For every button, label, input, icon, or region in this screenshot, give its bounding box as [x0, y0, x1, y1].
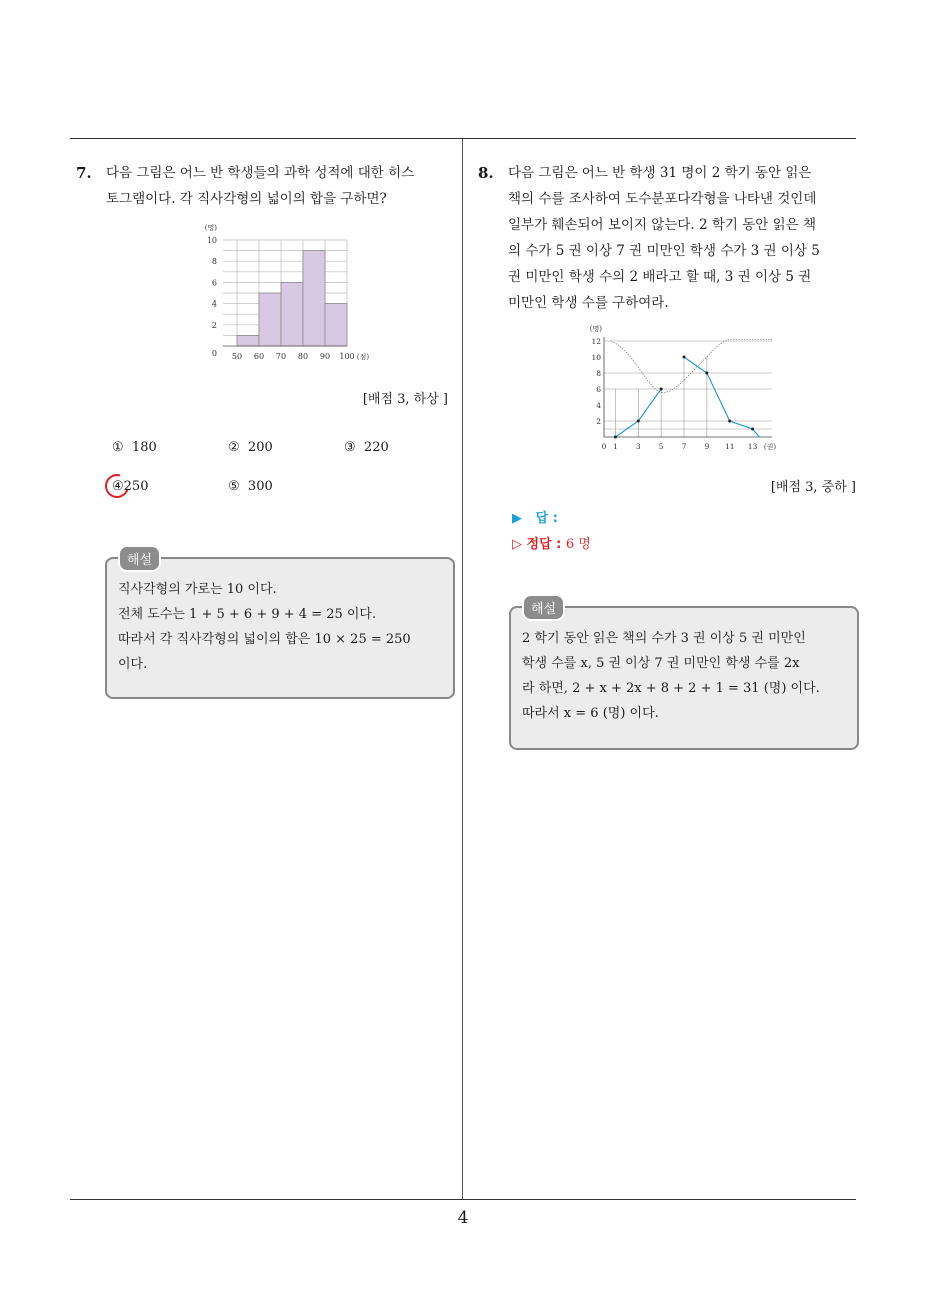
choice-mark: ③ [344, 440, 356, 455]
choice-value: 200 [247, 440, 273, 455]
x-axis-unit: (점) [356, 353, 370, 361]
y-tick-label: 12 [591, 337, 601, 346]
q8-text-line: 일부가 훼손되어 보이지 않는다. 2 학기 동안 읽은 책 [508, 217, 817, 233]
polygon-point [683, 356, 686, 359]
correct-label: 정답 : [526, 537, 562, 552]
q8-text-line: 미만인 학생 수를 구하여라. [508, 295, 669, 311]
histogram-bar [303, 251, 325, 346]
histogram-bar [259, 293, 281, 346]
q7-explanation-text [118, 577, 448, 677]
bottom-rule [70, 1199, 856, 1200]
y-tick-label: 6 [596, 385, 601, 394]
q8-explanation-text [522, 626, 852, 726]
page-number: 4 [457, 1208, 469, 1228]
polygon-point [614, 436, 617, 439]
x-tick-label: 70 [275, 352, 287, 361]
histogram-bar [281, 282, 303, 346]
explanation-line: 따라서 x = 6 (명) 이다. [522, 706, 659, 721]
x-tick-label: 1 [613, 442, 618, 451]
choice-mark: ① [112, 440, 124, 455]
q7-text-line1: 다음 그림은 어느 반 학생들의 과학 성적에 대한 히스 [106, 165, 415, 181]
choice-value: 220 [363, 440, 389, 455]
q8-text-line: 책의 수를 조사하여 도수분포다각형을 나타낸 것인데 [508, 191, 817, 207]
q7-choice-2[interactable] [228, 440, 273, 455]
x-tick-label: 90 [319, 352, 331, 361]
y-tick-label: 6 [211, 278, 217, 288]
x-tick-label: 50 [231, 352, 243, 361]
q8-correct-row [512, 533, 591, 552]
q7-explanation-tag: 해설 [118, 545, 161, 572]
answer-label: 답 : [535, 511, 558, 526]
explanation-line: 전체 도수는 1 + 5 + 6 + 9 + 4 = 25 이다. [118, 607, 377, 622]
histogram-bar [237, 335, 259, 346]
x-tick-label: 13 [747, 442, 758, 451]
q7-score: [배점 3, 하상 ] [362, 392, 448, 407]
x-tick-label: 9 [704, 442, 710, 451]
correct-value: 6 명 [565, 537, 591, 552]
q7-choice-5[interactable] [228, 479, 273, 494]
q7-choice-4[interactable] [112, 479, 148, 494]
column-divider [462, 139, 463, 1199]
y-tick-label: 8 [596, 369, 601, 378]
play-icon: ▶ [512, 511, 522, 526]
x-axis-unit: (권) [763, 443, 777, 451]
x-tick-label: 0 [601, 442, 607, 451]
y-tick-label: 2 [596, 417, 601, 426]
x-tick-label: 80 [297, 352, 309, 361]
x-tick-label: 3 [635, 442, 641, 451]
x-tick-label: 100 [339, 352, 355, 361]
explanation-line: 2 학기 동안 읽은 책의 수가 3 권 이상 5 권 미만인 [522, 631, 806, 646]
y-tick-label: 0 [211, 349, 217, 358]
choice-mark: ④ [112, 479, 124, 494]
choice-mark: ② [228, 440, 240, 455]
histogram-bar [325, 304, 347, 346]
x-tick-label: 5 [658, 442, 664, 451]
explanation-line: 따라서 각 직사각형의 넓이의 합은 10 × 25 = 250 [118, 632, 411, 647]
y-tick-label: 4 [211, 299, 217, 309]
x-tick-label: 7 [681, 442, 687, 451]
top-rule [70, 138, 856, 139]
polygon-point [660, 388, 663, 391]
outline-play-icon: ▷ [512, 537, 522, 552]
q8-number: 8. [478, 164, 494, 182]
explanation-line: 학생 수를 x, 5 권 이상 7 권 미만인 학생 수를 2x [522, 656, 800, 671]
y-tick-label: 8 [211, 257, 217, 267]
x-tick-label: 60 [253, 352, 265, 361]
q7-number: 7. [76, 164, 92, 182]
q8-explanation-tag: 해설 [522, 594, 565, 621]
explanation-line: 이다. [118, 657, 148, 672]
polygon-point [751, 428, 754, 431]
q7-text [106, 160, 456, 212]
polygon-point [705, 372, 708, 375]
q8-text-line: 다음 그림은 어느 반 학생 31 명이 2 학기 동안 읽은 [508, 165, 812, 181]
choice-value: 300 [247, 479, 273, 494]
x-tick-label: 11 [724, 442, 735, 451]
choice-value: 180 [131, 440, 157, 455]
polygon-line-right [684, 357, 759, 437]
q8-text-line: 의 수가 5 권 이상 7 권 미만인 학생 수가 3 권 이상 5 [508, 243, 820, 259]
y-axis-unit: (명) [204, 224, 217, 232]
y-axis-unit: (명) [589, 325, 602, 333]
y-tick-label: 10 [206, 236, 217, 245]
y-tick-label: 2 [211, 320, 217, 330]
q8-score: [배점 3, 중하 ] [770, 480, 856, 495]
q7-choice-1[interactable] [112, 440, 157, 455]
q8-frequency-polygon [580, 322, 790, 457]
choice-mark: ⑤ [228, 479, 240, 494]
q7-text-line2: 토그램이다. 각 직사각형의 넓이의 합을 구하면? [106, 191, 387, 207]
q7-histogram [195, 218, 375, 368]
q8-text-line: 권 미만인 학생 수의 2 배라고 할 때, 3 권 이상 5 권 [508, 269, 812, 285]
explanation-line: 라 하면, 2 + x + 2x + 8 + 2 + 1 = 31 (명) 이다. [522, 681, 820, 696]
q8-answer-row[interactable] [512, 507, 558, 526]
y-tick-label: 10 [591, 353, 601, 362]
y-tick-label: 4 [596, 401, 601, 410]
polygon-point [728, 420, 731, 423]
polygon-point [637, 420, 640, 423]
explanation-line: 직사각형의 가로는 10 이다. [118, 582, 277, 597]
choice-value: 250 [123, 479, 149, 494]
q7-choice-3[interactable] [344, 440, 389, 455]
q8-text [508, 160, 858, 316]
torn-edge [611, 339, 772, 392]
